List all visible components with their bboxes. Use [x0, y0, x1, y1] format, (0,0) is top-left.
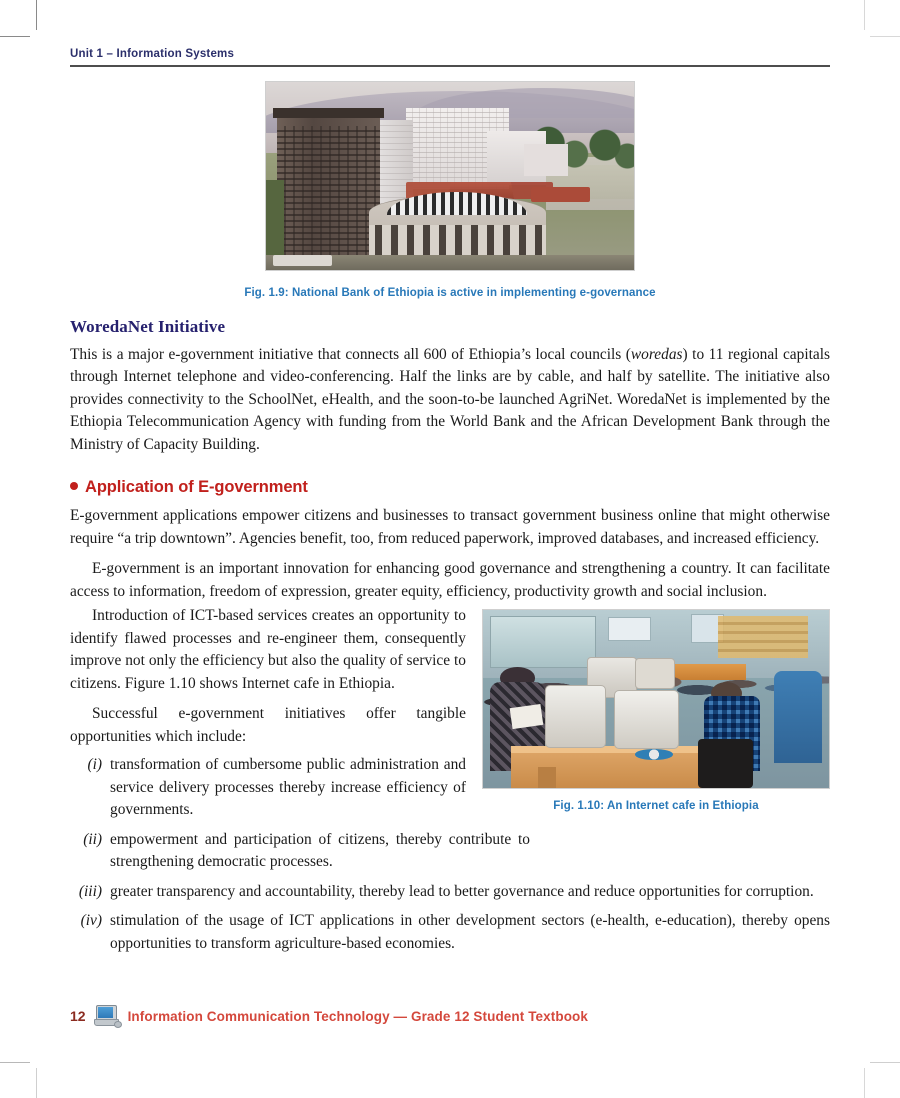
person-blue-shirt	[774, 671, 822, 764]
crop-mark-top-left-horizontal	[0, 36, 30, 37]
figure-bank-caption: Fig. 1.9: National Bank of Ethiopia is active in implementing e-governance	[244, 287, 656, 299]
figure-bank-image	[265, 81, 635, 271]
paragraph-woredanet	[70, 344, 830, 456]
heading-application-of-egovernment	[70, 478, 830, 497]
crop-mark-top-left-vertical	[36, 0, 37, 30]
list-item	[70, 881, 830, 903]
white-building-far-right	[524, 144, 568, 176]
list-item-marker: (i)	[87, 756, 102, 774]
list-item-text: greater transparency and accountability, thereby lead to better governance and reduce opportunities for corruption.	[110, 882, 814, 900]
crop-mark-bottom-left-horizontal	[0, 1062, 30, 1063]
street-vehicle	[273, 255, 332, 266]
left-foliage	[266, 180, 284, 255]
red-roof-house-right	[531, 187, 590, 202]
crop-mark-bottom-right-horizontal	[870, 1062, 900, 1063]
page-content	[70, 48, 830, 962]
list-item	[70, 754, 830, 821]
tower-roof	[273, 108, 383, 117]
crt-monitor-front-right	[614, 690, 678, 749]
list-item-marker: (ii)	[83, 830, 102, 848]
footer-book-title: Information Communication Technology — Grade 12 Student Textbook	[127, 1008, 589, 1024]
list-item	[70, 910, 830, 955]
monitor-screen	[98, 1007, 113, 1018]
cafe-desk-edge	[511, 746, 712, 753]
list-item-text: stimulation of the usage of ICT applications in other development sectors (e-health, e-education), thereby opens opportunities to transform agriculture-based economies.	[110, 912, 830, 952]
list-item-text: empowerment and participation of citizens, thereby contribute to strengthening democratic processes.	[110, 830, 530, 871]
page-number: 12	[70, 1008, 86, 1024]
computer-monitor-icon	[94, 1005, 120, 1027]
heading-application-label: Application of E-government	[85, 478, 308, 497]
page-footer	[70, 1005, 830, 1027]
figure-bank	[70, 81, 830, 299]
header-rule	[70, 65, 830, 67]
dark-tower-building	[277, 114, 380, 259]
paragraph-application-3: Introduction of ICT-based services creates an opportunity to identify flawed processes and re-engineer them, consequently improve not only the efficiency but also the quality of service to citizens. Figure 1.10 shows Internet cafe in Ethiopia.	[70, 607, 466, 692]
bullet-icon	[70, 482, 78, 490]
paragraph-application-1: E-government applications empower citizens and businesses to transact government business online that might otherwise require “a trip downtown”. Agencies benefit, too, from reduced paperwork, improved databases, and increased efficiency.	[70, 507, 830, 547]
mouse-icon	[114, 1021, 122, 1028]
crop-mark-bottom-left-vertical	[36, 1068, 37, 1098]
list-item	[70, 829, 830, 874]
paragraph-application-4: Successful e-government initiatives offer tangible opportunities which include:	[70, 705, 466, 745]
crt-monitor-front-left	[545, 685, 606, 748]
cafe-poster	[608, 617, 652, 640]
benefits-list	[70, 754, 830, 955]
woredanet-text-part2: ) to 11 regional capitals through Internet telephone and video-conferencing. Half the links are by cable, and half by satellite. The initiative also provides connectivity to the SchoolNet, eHealth, and the soon-to-be launched AgriNet. WoredaNet is implemented by the Ethiopia Telecommunication Agency with funding from the World Bank and the African Development Bank through the Ministry of Capacity Building.	[70, 346, 830, 453]
figure-cafe-caption: Fig. 1.10: An Internet cafe in Ethiopia	[553, 800, 759, 813]
woredanet-text-part1: This is a major e-government initiative that connects all 600 of Ethiopia’s local councils (	[70, 346, 631, 363]
woredanet-italic-term: woredas	[630, 346, 683, 363]
list-item-marker: (iii)	[78, 882, 102, 900]
running-header: Unit 1 – Information Systems	[70, 48, 235, 60]
heading-woredanet: WoredaNet Initiative	[70, 317, 226, 336]
list-item-text: transformation of cumbersome public administration and service delivery processes thereby increase efficiency of governments.	[110, 756, 466, 819]
crt-monitor-back-right	[635, 658, 675, 688]
crop-mark-top-right-horizontal	[870, 36, 900, 37]
list-item-marker: (iv)	[80, 912, 102, 930]
crop-mark-top-right-vertical	[864, 0, 865, 30]
crop-mark-bottom-right-vertical	[864, 1068, 865, 1098]
paragraph-application-2: E-government is an important innovation for enhancing good governance and strengthening a country. It can facilitate access to information, freedom of expression, greater equity, efficiency, productivity growth and social inclusion.	[70, 560, 830, 600]
